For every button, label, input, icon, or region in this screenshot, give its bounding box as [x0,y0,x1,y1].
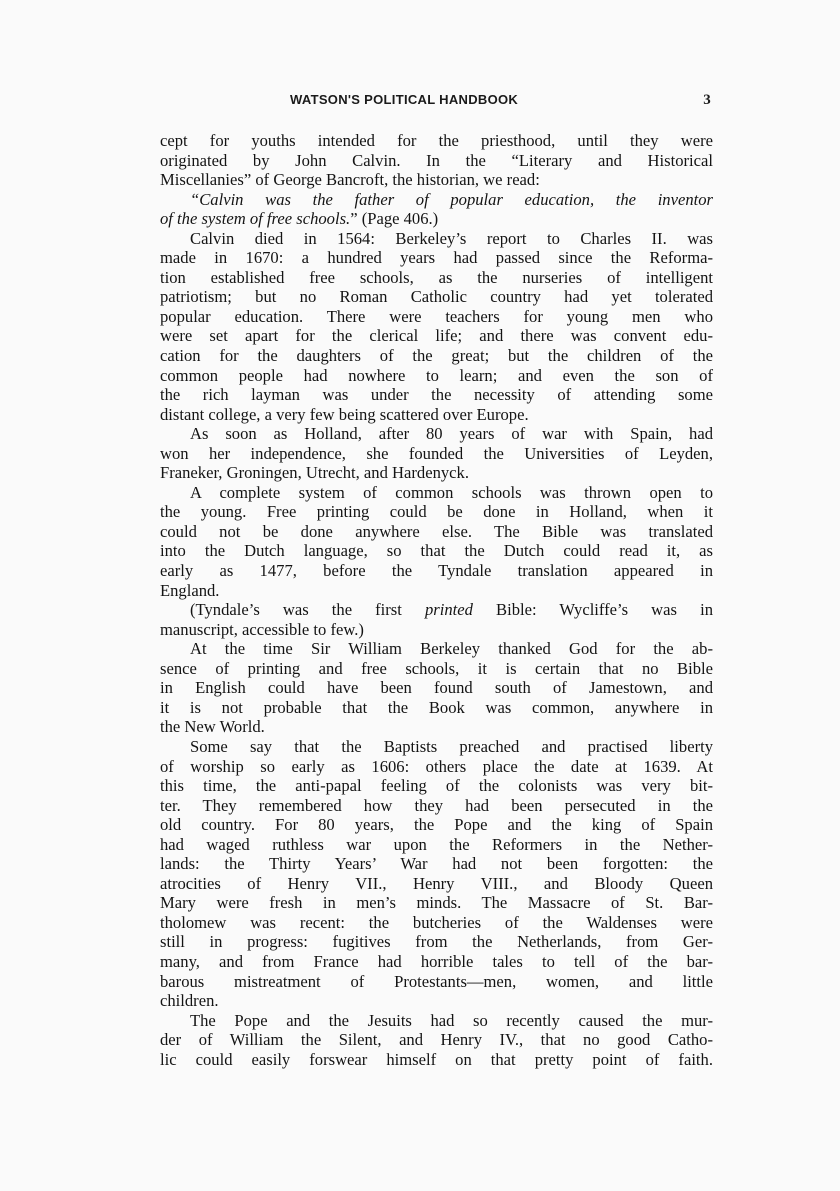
text-line: Franeker, Groningen, Utrecht, and Hardenyck. [160,463,469,483]
text-line: distant college, a very few being scattered over Europe. [160,404,529,424]
text-line: Calvin died in 1564: Berkeley’s report to Charles II. was [190,228,713,248]
text-line: were set apart for the clerical life; and there was convent edu- [160,326,713,346]
text-line: tion established free schools, as the nurseries of intelligent [160,267,713,287]
quote-citation: ” (Page 406.) [350,209,439,229]
text-line: atrocities of Henry VII., Henry VIII., and Bloody Queen [160,873,713,893]
text-line: Mary were fresh in men’s minds. The Massacre of St. Bar- [160,893,713,913]
text-line: At the time Sir William Berkeley thanked God for the ab- [190,639,713,659]
text-fragment: (Tyndale’s was the first [190,600,425,620]
text-line: the young. Free printing could be done in Holland, when it [160,502,713,522]
text-line: early as 1477, before the Tyndale translation appeared in [160,561,713,581]
text-line: lands: the Thirty Years’ War had not been forgotten: the [160,854,713,874]
text-line: popular education. There were teachers for young men who [160,306,713,326]
text-line: ter. They remembered how they had been persecuted in the [160,795,713,815]
text-line: Some say that the Baptists preached and practised liberty [190,736,713,756]
text-line: in English could have been found south of Jamestown, and [160,678,713,698]
text-line: The Pope and the Jesuits had so recently caused the mur- [190,1010,713,1030]
text-line: into the Dutch language, so that the Dutch could read it, as [160,541,713,561]
text-line: A complete system of common schools was thrown open to [190,482,713,502]
text-line: England. [160,580,220,600]
page-header [160,92,713,112]
text-line [160,600,713,620]
text-line: it is not probable that the Book was common, anywhere in [160,697,713,717]
text-line: could not be done anywhere else. The Bible was translated [160,521,713,541]
text-line: the New World. [160,717,265,737]
body-text [160,131,713,1069]
text-line: children. [160,991,219,1011]
text-line: cept for youths intended for the priesthood, until they were [160,131,713,150]
text-line: lic could easily forswear himself on that pretty point of faith. [160,1049,713,1069]
text-line: won her independence, she founded the Universities of Leyden, [160,443,713,463]
quote-italic: “Calvin was the father of popular education, the inventor [190,189,713,209]
text-line: manuscript, accessible to few.) [160,619,364,639]
text-line: cation for the daughters of the great; but the children of the [160,346,713,366]
text-line: As soon as Holland, after 80 years of war with Spain, had [190,424,713,444]
text-line: still in progress: fugitives from the Netherlands, from Ger- [160,932,713,952]
text-line: of worship so early as 1606: others place the date at 1639. At [160,756,713,776]
quote-italic: of the system of free schools. [160,209,351,229]
text-line: originated by John Calvin. In the “Literary and Historical [160,150,713,170]
text-line: sence of printing and free schools, it is certain that no Bible [160,658,713,678]
italic-printed: printed [424,600,473,620]
text-line: had waged ruthless war upon the Reformers in the Nether- [160,834,713,854]
text-line: common people had nowhere to learn; and even the son of [160,365,713,385]
text-line: patriotism; but no Roman Catholic country had yet tolerated [160,287,713,307]
text-line: made in 1670: a hundred years had passed since the Reforma- [160,248,713,268]
text-line: tholomew was recent: the butcheries of the Waldenses were [160,912,713,932]
text-line-quote [160,190,713,210]
text-line: many, and from France had horrible tales to tell of the bar- [160,951,713,971]
text-line: der of William the Silent, and Henry IV., that no good Catho- [160,1030,713,1050]
text-line: barous mistreatment of Protestants—men, women, and little [160,971,713,991]
text-line: the rich layman was under the necessity of attending some [160,385,713,405]
text-fragment: Bible: Wycliffe’s was in [472,600,713,620]
text-line-quote [160,209,713,229]
running-title: WATSON'S POLITICAL HANDBOOK [290,92,519,107]
text-line: this time, the anti-papal feeling of the colonists was very bit- [160,776,713,796]
text-line: Miscellanies” of George Bancroft, the historian, we read: [160,170,540,190]
page-number: 3 [703,92,711,108]
text-line: old country. For 80 years, the Pope and the king of Spain [160,815,713,835]
